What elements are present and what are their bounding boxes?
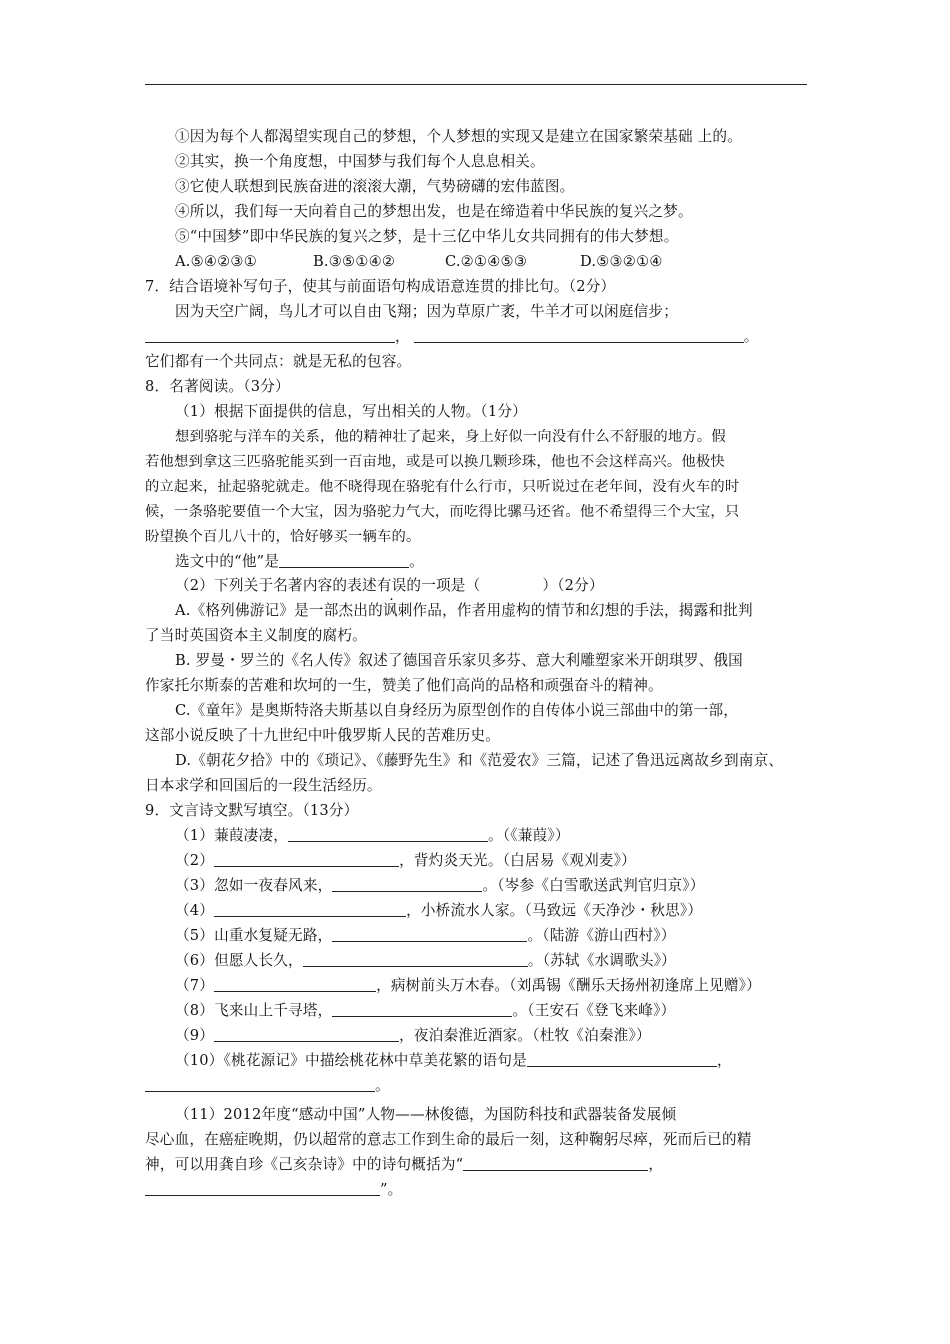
q9-blank-10b[interactable] [145, 1076, 375, 1092]
q6-sentence-5: ⑤“中国梦”即中华民族的复兴之梦，是十三亿中华儿女共同拥有的伟大梦想。 [175, 228, 679, 245]
q9-blank-8[interactable] [332, 1001, 512, 1017]
q9-item-5: （5）山重水复疑无路， 。（陆游《游山西村》） [175, 927, 676, 944]
q6-sentence-4: ④所以，我们每一天向着自己的梦想出发，也是在缔造着中华民族的复兴之梦。 [175, 203, 693, 220]
q6-sentence-3: ③它使人联想到民族奋进的滚滚大潮，气势磅礴的宏伟蓝图。 [175, 178, 575, 195]
q9-item-6: （6）但愿人长久， 。（苏轼《水调歌头》） [175, 952, 676, 969]
q6-option-b: B.③⑤①④② [313, 253, 396, 270]
q9-item-1: （1）蒹葭凄凄， 。（《蒹葭》） [175, 827, 570, 844]
q6-option-c: C.②①④⑤③ [445, 253, 528, 270]
q8-option-b-line-1: B. 罗曼・罗兰的《名人传》叙述了德国音乐家贝多芬、意大利雕塑家米开朗琪罗、俄国 [175, 652, 743, 669]
q8-option-a-line-1: A.《格列佛游记》是一部杰出的讽刺作品，作者用虚构的情节和幻想的手法，揭露和批判 [175, 602, 753, 619]
q9-item-11-line-4: ”。 [145, 1180, 402, 1200]
q9-item-11-line-2: 尽心血，在癌症晚期，仍以超常的意志工作到生命的最后一刻，这种鞠躬尽瘁，死而后已的精 [145, 1131, 752, 1148]
q7-title: 7．结合语境补写句子，使其与前面语句构成语意连贯的排比句。（2分） [145, 278, 616, 295]
q9-blank-11a[interactable] [463, 1155, 648, 1171]
q9-blank-5[interactable] [332, 926, 527, 942]
q6-option-d: D.⑤③②①④ [580, 253, 663, 270]
q9-item-8: （8）飞来山上千寻塔， 。（王安石《登飞来峰》） [175, 1002, 676, 1019]
q6-sentence-2: ②其实，换一个角度想，中国梦与我们每个人息息相关。 [175, 153, 545, 170]
q8-option-c-line-1: C.《童年》是奥斯特洛夫斯基以自身经历为原型创作的自传体小说三部曲中的第一部， [175, 702, 739, 719]
q8-passage-line-2: 若他想到拿这三匹骆驼能买到一百亩地，或是可以换几颗珍珠，他也不会这样高兴。他极快 [145, 454, 725, 470]
q8-option-b-line-2: 作家托尔斯泰的苦难和坎坷的一生，赞美了他们高尚的品格和顽强奋斗的精神。 [145, 677, 663, 694]
q7-given: 因为天空广阔，鸟儿才可以自由飞翔；因为草原广袤，牛羊才可以闲庭信步； [175, 303, 678, 320]
q7-answer-line: ， 。 [145, 327, 759, 347]
q9-item-11-line-3: 神，可以用龚自珍《己亥杂诗》中的诗句概括为“ ， [145, 1156, 664, 1173]
q6-sentence-1: ①因为每个人都渴望实现自己的梦想，个人梦想的实现又是建立在国家繁荣基础 上的。 [175, 128, 743, 145]
q9-item-3: （3）忽如一夜春风来， 。（岑参《白雪歌送武判官归京》） [175, 877, 705, 894]
q8-sub2: （2）下列关于名著内容的表述有误的一项是（ ）（2分） [175, 577, 604, 594]
q7-tail: 它们都有一个共同点：就是无私的包容。 [145, 353, 412, 370]
q8-answer-line: 选文中的“他”是 。 [175, 553, 424, 570]
header-rule [145, 84, 807, 85]
q8-passage-line-4: 候，一条骆驼要值一个大宝，因为骆驼力气大，而吃得比骡马还省。他不希望得三个大宝，只 [145, 504, 740, 520]
q7-blank-2[interactable] [414, 327, 744, 343]
q9-blank-9[interactable] [214, 1026, 399, 1042]
q7-blank-1[interactable] [145, 327, 395, 343]
q9-blank-3[interactable] [332, 876, 482, 892]
q9-title: 9．文言诗文默写填空。（13分） [145, 802, 359, 819]
q9-item-4: （4） ，小桥流水人家。（马致远《天净沙・秋思》） [175, 902, 703, 919]
q9-blank-7[interactable] [214, 976, 376, 992]
q9-blank-4[interactable] [214, 901, 406, 917]
q9-item-10-cont: 。 [145, 1076, 390, 1096]
q8-option-d-line-1: D.《朝花夕拾》中的《琐记》、《藤野先生》和《范爱农》三篇，记述了鲁迅远离故乡到南京、 [175, 752, 784, 769]
q8-option-a-line-2: 了当时英国资本主义制度的腐朽。 [145, 627, 367, 644]
q8-option-d-line-2: 日本求学和回国后的一段生活经历。 [145, 777, 382, 794]
q8-passage-line-5: 盼望换个百儿八十的，恰好够买一辆车的。 [145, 529, 421, 545]
q9-item-7: （7） ，病树前头万木春。（刘禹锡《酬乐天扬州初逢席上见赠》） [175, 977, 761, 994]
q9-item-9: （9） ，夜泊秦淮近酒家。（杜牧《泊秦淮》） [175, 1027, 651, 1044]
q6-option-a: A.⑤④②③① [175, 253, 257, 270]
q9-blank-11b[interactable] [145, 1180, 380, 1196]
q9-blank-10a[interactable] [527, 1051, 717, 1067]
q9-blank-2[interactable] [214, 851, 399, 867]
q8-emphasis-error: 有误 [376, 577, 407, 594]
q9-item-2: （2） ，背灼炎天光。（白居易《观刈麦》） [175, 852, 636, 869]
q8-passage-line-3: 的立起来，扯起骆驼就走。他不晓得现在骆驼有什么行市，只听说过在老年间，没有火车的时 [145, 479, 740, 495]
q9-item-10: （10）《桃花源记》中描绘桃花林中草美花繁的语句是 ， [175, 1052, 732, 1069]
q9-blank-6[interactable] [303, 951, 528, 967]
q8-option-c-line-2: 这部小说反映了十九世纪中叶俄罗斯人民的苦难历史。 [145, 727, 501, 744]
q9-item-11-line-1: （11）2012年度“感动中国”人物——林俊德，为国防科技和武器装备发展倾 [175, 1106, 677, 1123]
q9-blank-1[interactable] [288, 826, 488, 842]
q8-blank-character[interactable] [279, 552, 409, 568]
q8-passage-line-1: 想到骆驼与洋车的关系，他的精神壮了起来，身上好似一向没有什么不舒服的地方。假 [175, 429, 726, 445]
q8-title: 8．名著阅读。（3分） [145, 378, 290, 395]
q8-sub1: （1）根据下面提供的信息，写出相关的人物。（1分） [175, 403, 527, 420]
